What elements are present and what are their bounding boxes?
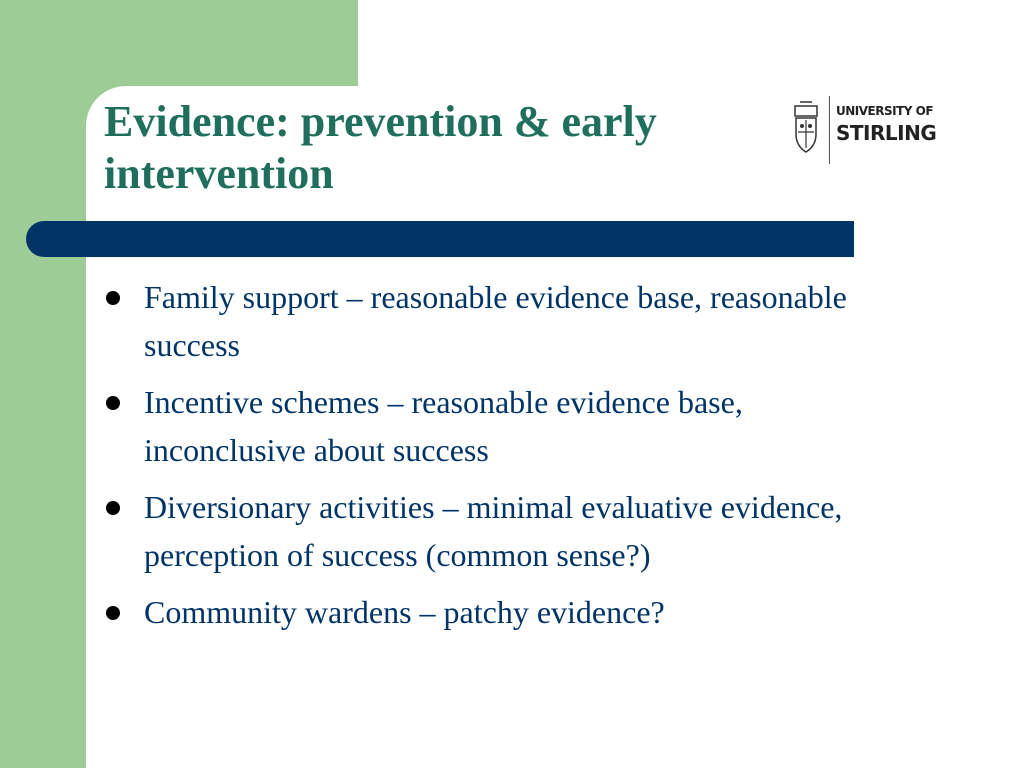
title-divider-bar (26, 221, 854, 257)
green-side-strip (0, 0, 86, 768)
list-item (104, 588, 904, 636)
bullet-text: Community wardens – patchy evidence? (144, 594, 665, 630)
list-item (104, 483, 904, 579)
bullet-icon (106, 396, 120, 410)
bullet-icon (106, 291, 120, 305)
bullet-text: Diversionary activities – minimal evaluative evidence, perception of success (common sense?) (144, 489, 843, 573)
logo-divider (829, 96, 830, 164)
logo-text-stirling: STIRLING (836, 121, 937, 145)
bullet-text: Family support – reasonable evidence base, reasonable success (144, 279, 847, 363)
green-top-block (86, 0, 358, 86)
university-logo (790, 94, 940, 166)
university-crest-icon (792, 98, 820, 156)
bullet-icon (106, 501, 120, 515)
list-item (104, 273, 904, 369)
bullet-icon (106, 606, 120, 620)
bullet-text: Incentive schemes – reasonable evidence base, inconclusive about success (144, 384, 743, 468)
logo-text-university-of: UNIVERSITY OF (836, 104, 934, 118)
slide-title: Evidence: prevention & early intervention (104, 97, 657, 198)
bullet-list (104, 273, 904, 645)
list-item (104, 378, 904, 474)
